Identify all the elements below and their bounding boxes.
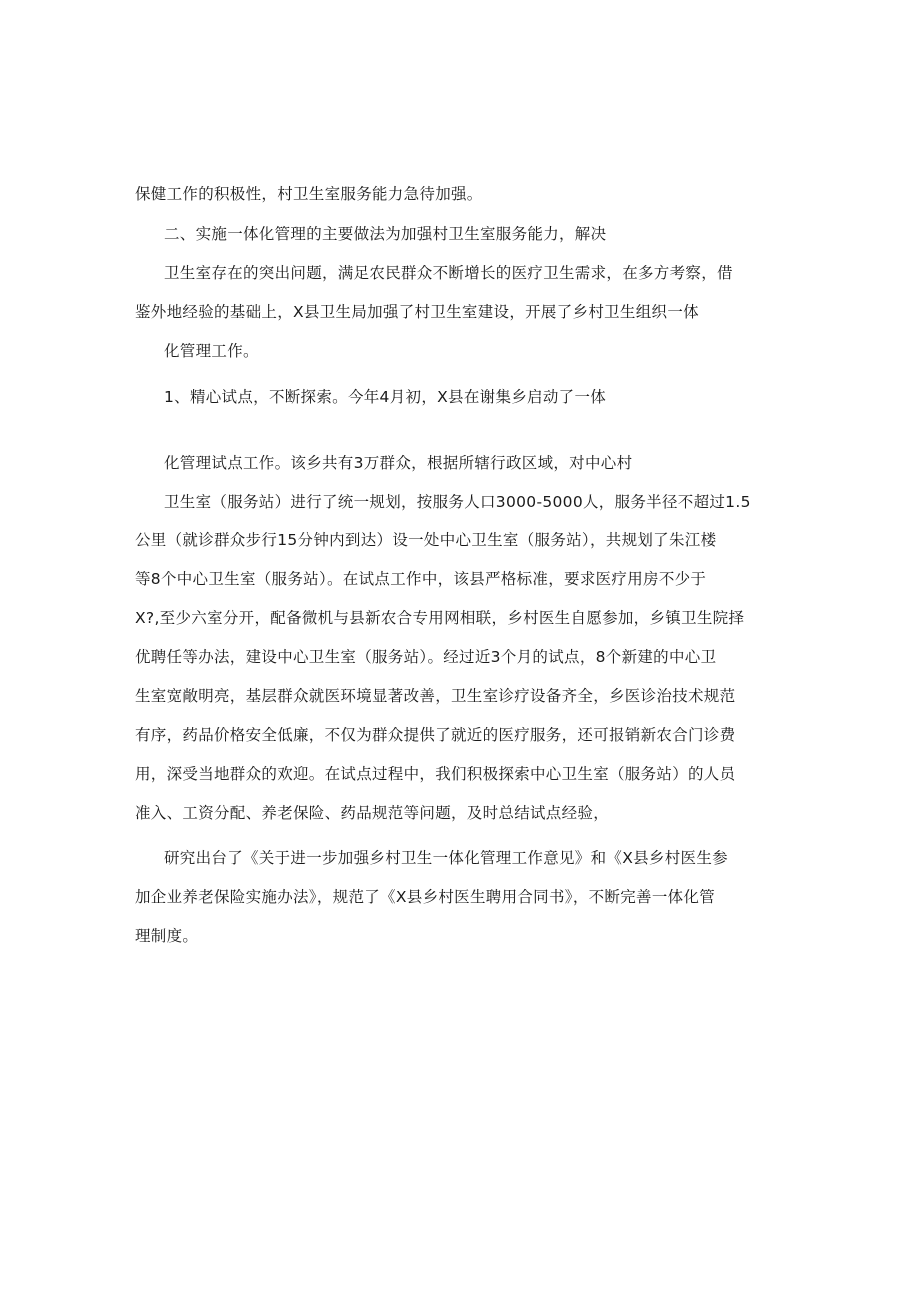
section-heading-2: 二、实施一体化管理的主要做法为加强村卫生室服务能力，解决	[164, 225, 607, 243]
text-line-3: 卫生室存在的突出问题，满足农民群众不断增长的医疗卫生需求，在多方考察，借	[164, 264, 733, 282]
subsection-heading-1: 1、精心试点，不断探索。今年4月初，X县在谢集乡启动了一体	[164, 388, 607, 406]
text-line-14: 有序，药品价格安全低廉，不仅为群众提供了就近的医疗服务，还可报销新农合门诊费	[135, 726, 736, 744]
text-line-12: 优聘任等办法，建设中心卫生室（服务站）。经过近3个月的试点，8个新建的中心卫	[135, 648, 717, 666]
text-line-15: 用，深受当地群众的欢迎。在试点过程中，我们积极探索中心卫生室（服务站）的人员	[135, 765, 736, 783]
text-line-8: 卫生室（服务站）进行了统一规划，按服务人口3000-5000人，服务半径不超过1.5	[164, 493, 751, 511]
text-line-10: 等8个中心卫生室（服务站）。在试点工作中，该县严格标准，要求医疗用房不少于	[135, 570, 707, 588]
text-line-11: X?,至少六室分开，配备微机与县新农合专用网相联，乡村医生自愿参加，乡镇卫生院择	[135, 609, 745, 627]
text-line-19: 理制度。	[135, 927, 199, 945]
text-line-5: 化管理工作。	[164, 342, 259, 360]
text-line-13: 生室宽敞明亮，基层群众就医环境显著改善，卫生室诊疗设备齐全，乡医诊治技术规范	[135, 687, 736, 705]
text-line-4: 鉴外地经验的基础上，X县卫生局加强了村卫生室建设，开展了乡村卫生组织一体	[135, 303, 699, 321]
text-line-17: 研究出台了《关于进一步加强乡村卫生一体化管理工作意见》和《X县乡村医生参	[164, 849, 728, 867]
text-line-18: 加企业养老保险实施办法》，规范了《X县乡村医生聘用合同书》，不断完善一体化管	[135, 888, 716, 906]
text-line-9: 公里（就诊群众步行15分钟内到达）设一处中心卫生室（服务站），共规划了朱江楼	[135, 531, 717, 549]
text-line-16: 准入、工资分配、养老保险、药品规范等问题，及时总结试点经验，	[135, 804, 610, 822]
text-line-1: 保健工作的积极性，村卫生室服务能力急待加强。	[135, 185, 483, 203]
text-line-7: 化管理试点工作。该乡共有3万群众，根据所辖行政区域，对中心村	[164, 454, 633, 472]
